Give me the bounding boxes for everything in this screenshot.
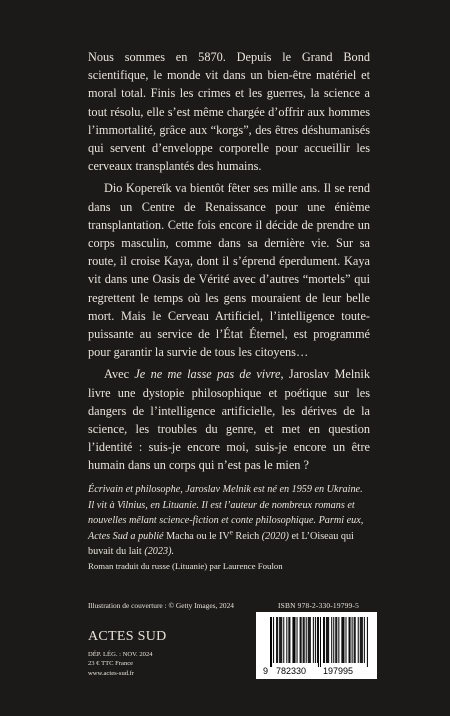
bio-book-1-sup: e: [229, 528, 233, 537]
bio-and: et: [291, 530, 302, 542]
barcode-bar: [276, 617, 277, 663]
barcode-bar: [271, 617, 272, 667]
barcode-bar: [367, 617, 368, 667]
blurb-paragraph-3: [88, 365, 370, 474]
back-cover-blurb: [88, 48, 370, 475]
website: www.actes-sud.fr: [88, 669, 135, 677]
illustration-credit: Illustration de couverture : © Getty Images, 2024: [88, 601, 234, 610]
translator-credit: Roman traduit du russe (Lituanie) par Laurence Foulon: [88, 561, 283, 571]
barcode-bar: [294, 617, 295, 663]
blurb-paragraph-1: Nous sommes en 5870. Depuis le Grand Bond scientifique, le monde vit dans un bien-être matériel et moral total. Finis les crimes et les guerres, la science a tout résolu, elle s’est même chargée d’offrir aux hommes l’immortalité, grâce aux “korgs”, des êtres déshumanisés qui servent d’enveloppe corporelle pour accueillir les cerveaux transplantés des humains.: [88, 50, 370, 174]
barcode-bar: [362, 617, 363, 663]
blurb-paragraph-2: Dio Kopereïk va bientôt fêter ses mille ans. Il se rend dans un Centre de Renaissance pour une énième transplantation. Cette fois encore il décide de prendre un corps masculin, comme dans sa dernière vie. Sur sa route, il croise Kaya, dont il s’éprend éperdument. Kaya vit dans une Oasis de Vérité avec d’autres “mortels” qui regrettent le temps où les gens mouraient de leur belle mort. Mais le Cerveau Artificiel, l’intelligence toute-puissante au service de l’État Éternel, est programmé pour garantir la survie de tous les citoyens…: [88, 181, 370, 360]
barcode-bar: [324, 617, 325, 663]
bio-book-1: [166, 528, 260, 542]
legal-info: [88, 650, 238, 678]
barcode-bar: [335, 617, 336, 663]
barcode-bar: [289, 617, 290, 663]
barcode-bar: [313, 617, 314, 663]
barcode-bar: [317, 617, 318, 663]
bio-book-2: L’Oiseau qui buvait du lait: [88, 530, 354, 558]
barcode-bar: [338, 617, 339, 663]
barcode-bar: [354, 617, 355, 663]
barcode-bar: [360, 617, 361, 663]
barcode-bar: [318, 617, 319, 667]
barcode-bar: [341, 617, 342, 663]
barcode-bar: [328, 617, 329, 663]
barcode-bar: [320, 617, 321, 667]
bio-year-1: (2020): [259, 530, 292, 542]
barcode-bar: [297, 617, 298, 663]
barcode-bar: [308, 617, 309, 663]
legal-deposit: DÉP. LÉG. : NOV. 2024: [88, 651, 153, 658]
barcode-bar: [270, 617, 271, 667]
bio-year-2: (2023).: [141, 546, 175, 558]
barcode-bar: [327, 617, 328, 663]
barcode-bar: [326, 617, 327, 663]
barcode-bar: [293, 617, 294, 663]
blurb-p3-rest: , Jaroslav Melnik livre une dystopie philosophique et poétique sur les dangers de l’intelligence artificielle, les dérives de la science, les troubles du genre, et met en question l’identité : suis-je encore moi, suis-je encore un être humain dans un corps qui n’est pas le mien ?: [88, 367, 370, 473]
barcode-graphic: [262, 617, 371, 675]
barcode-bar: [301, 617, 302, 663]
barcode-bar: [288, 617, 289, 663]
barcode-bar: [343, 617, 344, 663]
barcode-bar: [361, 617, 362, 663]
barcode-bar: [355, 617, 356, 663]
publisher-logo: ACTES SUD: [88, 629, 167, 644]
book-title: Je ne me lasse pas de vivre: [134, 367, 281, 382]
barcode-bar: [345, 617, 346, 663]
barcode-bar: [310, 617, 311, 663]
barcode-bar: [300, 617, 301, 663]
author-bio: [88, 482, 370, 560]
barcode-digit-first: 9: [263, 666, 269, 675]
barcode: [256, 612, 377, 679]
barcode-bar: [281, 617, 282, 663]
barcode-bar: [342, 617, 343, 663]
bio-book-1-title: Macha ou le IV: [166, 530, 230, 542]
barcode-bar: [303, 617, 304, 663]
bio-book-1-end: Reich: [232, 530, 260, 542]
price: 23 € TTC France: [88, 660, 134, 668]
barcode-bar: [292, 617, 293, 663]
barcode-digits-left: 782330: [276, 666, 307, 675]
barcode-bar: [323, 617, 324, 663]
isbn: ISBN 978-2-330-19799-5: [278, 601, 359, 610]
barcode-bar: [349, 617, 350, 663]
barcode-bar: [358, 617, 359, 663]
barcode-bar: [350, 617, 351, 663]
barcode-bar: [280, 617, 281, 663]
barcode-bar: [364, 617, 365, 663]
barcode-bar: [331, 617, 332, 663]
barcode-bar: [273, 617, 274, 663]
barcode-bar: [336, 617, 337, 663]
barcode-bar: [304, 617, 305, 663]
barcode-bar: [333, 617, 334, 663]
bio-text: Écrivain et philosophe, Jaroslav Melnik est né en 1959 en Ukraine. Il vit à Vilnius, en Lituanie. Il est l’auteur de nombreux romans et nouvelles mêlant science-fiction et conte philosophique. Parmi eux, Actes Sud a publié: [88, 484, 364, 542]
barcode-digits-right: 197995: [323, 666, 354, 675]
barcode-bar: [286, 617, 287, 663]
barcode-bar: [309, 617, 310, 663]
barcode-bar: [352, 617, 353, 663]
barcode-bar: [306, 617, 307, 663]
barcode-bar: [315, 617, 316, 663]
barcode-bar: [279, 617, 280, 663]
barcode-bar: [277, 617, 278, 663]
blurb-p3-lead: Avec: [104, 367, 135, 382]
barcode-bar: [283, 617, 284, 663]
